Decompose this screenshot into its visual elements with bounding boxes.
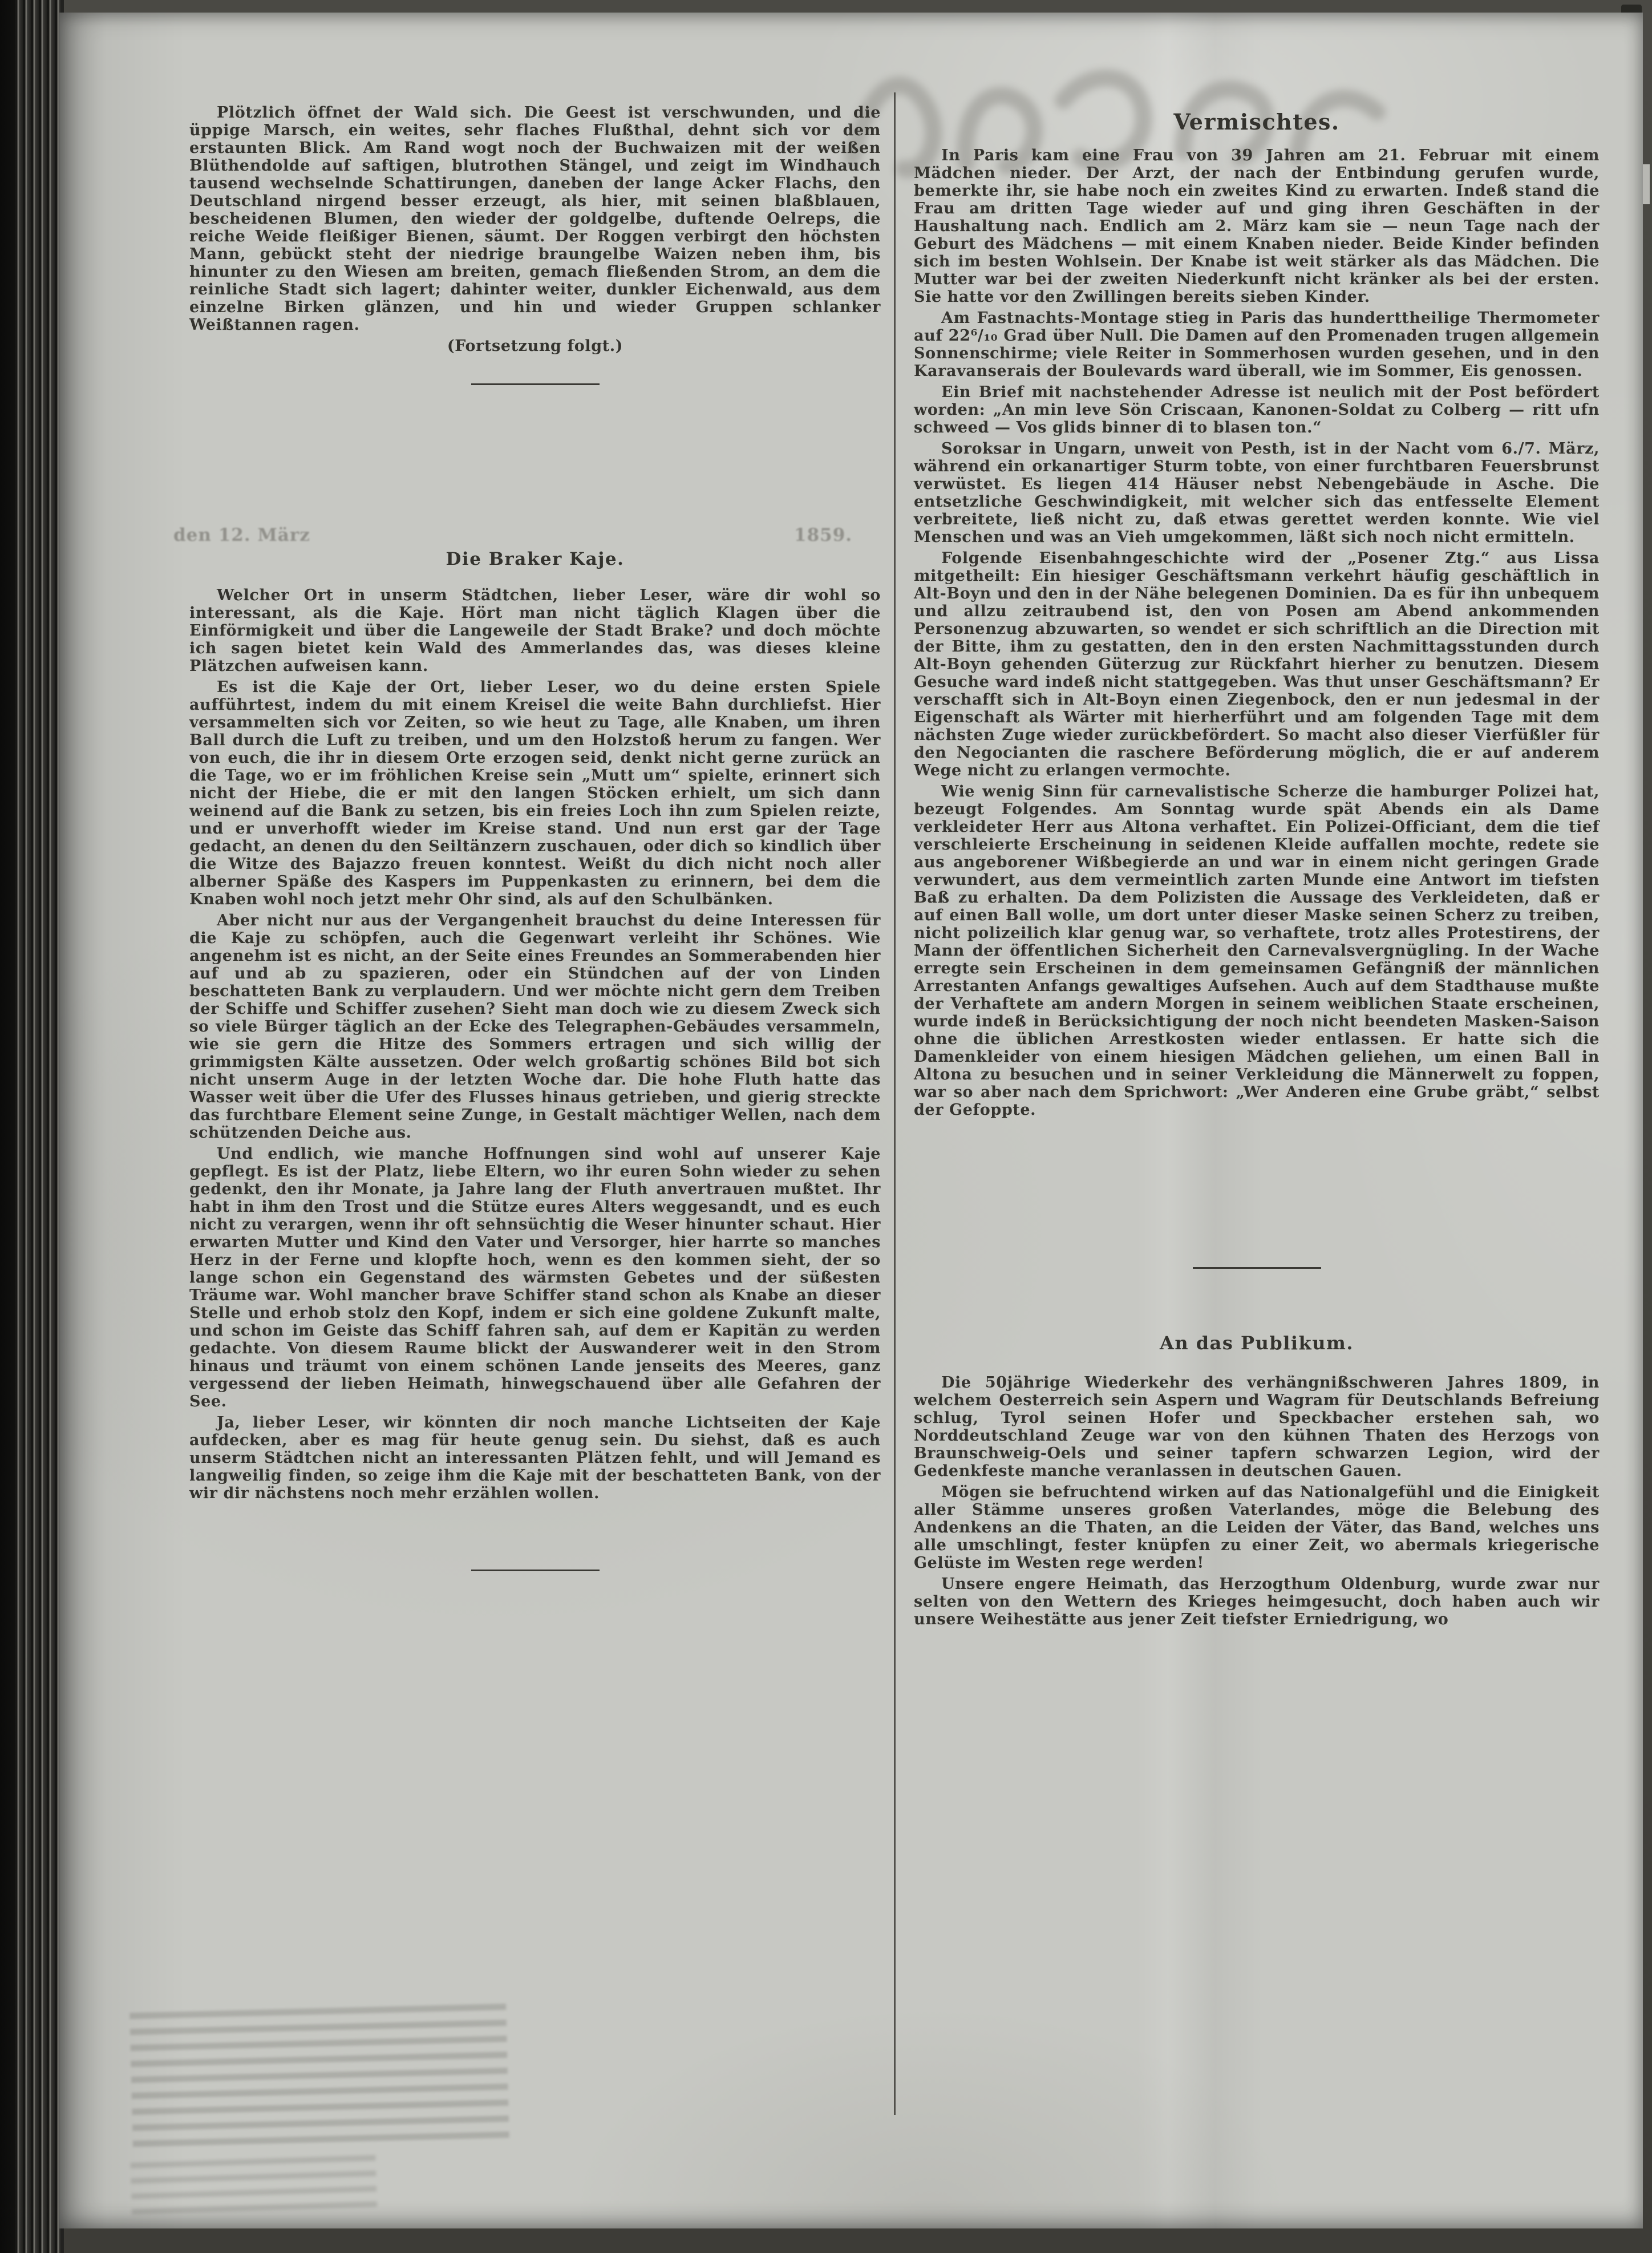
- bleedthrough-year: 1859.: [794, 525, 853, 545]
- section-title-braker-kaje: Die Braker Kaje.: [446, 549, 625, 569]
- kaje-paragraph: Ja, lieber Leser, wir könnten dir noch manche Lichtseiten der Kaje aufdecken, aber es mag für heute genug sein. Du siehst, daß es auch unserm Städtchen nicht an interessanten Plätzen fehlt, und will Jemand es langweilig finden, so zeige ihm die Kaje mit der beschatteten Bank, von der wir dir nächstens noch mehr erzählen wollen.: [189, 1414, 881, 1502]
- miscellany-paragraph: Soroksar in Ungarn, unweit von Pesth, ist in der Nacht vom 6./7. März, während ein orkanartiger Sturm tobte, von einer furchtbaren Feuersbrunst verwüstet. Es liegen 414 Häuser nebst Nebengebäude in Asche. Die entsetzliche Geschwindigkeit, mit welcher sich das entfesselte Element verbreitete, ließ nicht zu, daß etwas gerettet werden konnte. Wie viel Menschen und was an Vieh umgekommen, läßt sich noch nicht ermitteln.: [914, 440, 1600, 546]
- kaje-paragraph: Und endlich, wie manche Hoffnungen sind wohl auf unserer Kaje gepflegt. Es ist der Platz, liebe Eltern, wo ihr euren Sohn wieder zu sehen gedenkt, den ihr Monate, ja Jahre lang der Fluth anvertrauen mußtet. Ihr habt in ihm den Trost und die Stütze eures Alters weggesandt, und es euch nicht zu verargen, wenn ihr oft sehnsüchtig die Weser hinunter schaut. Hier erwarten Mutter und Kind den Vater und Versorger, hier harrte so manches Herz in der Ferne und klopfte hoch, wenn es den kommen sieht, der so lange schon ein Gegenstand des wärmsten Gebetes und der süßesten Träume war. Wohl mancher brave Schiffer stand schon als Knabe an dieser Stelle und erhob stolz den Kopf, indem er sich eine goldene Zukunft malte, und schon im Geiste das Schiff fahren sah, auf dem er Kapitän zu werden gedachte. Von diesem Raume blickt der Auswanderer weit in den Strom hinaus und träumt von einem schönen Lande jenseits des Meeres, ganz vergessend der lieben Heimath, hinwegschauend über alle Gefahren der See.: [189, 1145, 881, 1410]
- story-continuation-paragraph: Plötzlich öffnet der Wald sich. Die Geest ist verschwunden, und die üppige Marsch, ein weites, sehr flaches Flußthal, dehnt sich vor dem erstaunten Blick. Am Rand wogt noch der Buchwaizen mit der weißen Blüthendolde auf saftigen, blutrothen Stängel, und zeigt im Windhauch tausend wechselnde Schattirungen, daneben der lange Acker Flachs, den Deutschland nirgend besser erzeugt, als hier, mit seinen blaßblauen, bescheidenen Blumen, den wieder der goldgelbe, duftende Oelreps, die reiche Weide fleißiger Bienen, säumt. Der Roggen verbirgt den höchsten Mann, gebückt steht der niedrige braungelbe Waizen neben ihm, bis hinunter zu den Wiesen am breiten, gemach fließenden Strom, an dem die reinliche Stadt sich lagert; dahinter weiter, dunkler Eichenwald, aus dem einzelne Birken glänzen, und hin und wieder Gruppen schlanker Weißtannen ragen.: [189, 104, 881, 334]
- miscellany-paragraph: Am Fastnachts-Montage stieg in Paris das hunderttheilige Thermometer auf 22⁶/₁₀ Grad über Null. Die Damen auf den Promenaden trugen allgemein Sonnenschirme; viele Reiter in Sommerhosen wurden gesehen, und in den Karavanserais der Boulevards ward überall, wie im Sommer, Eis genossen.: [914, 309, 1600, 380]
- publikum-paragraph: Unsere engere Heimath, das Herzogthum Oldenburg, wurde zwar nur selten von den Wettern des Krieges heimgesucht, doch haben auch wir unsere Weihestätte aus jener Zeit tiefster Erniedrigung, wo: [914, 1575, 1600, 1628]
- kaje-paragraph: Welcher Ort in unserm Städtchen, lieber Leser, wäre dir wohl so interessant, als die Kaje. Hört man nicht täglich Klagen über die Einförmigkeit und über die Langeweile der Stadt Brake? und doch möchte ich sagen bietet kein Wald des Ammerlandes das, was dieses kleine Plätzchen aufweisen kann.: [189, 586, 881, 675]
- bleedthrough-text-block-small: [131, 2155, 378, 2217]
- publikum-paragraph: Mögen sie befruchtend wirken auf das Nationalgefühl und die Einigkeit aller Stämme unseres großen Vaterlandes, möge die Belebung des Andenkens an die Thaten, an die Leiden der Väter, das Band, welches uns alle umschlingt, fester knüpfen zu einer Zeit, wo abermals kriegerische Gelüste im Westen rege werden!: [914, 1483, 1600, 1572]
- miscellany-paragraph: Ein Brief mit nachstehender Adresse ist neulich mit der Post befördert worden: „An min leve Sön Criscaan, Kanonen-Soldat zu Colberg — ritt ufn schweed — Vos glids binner di to blasen ton.“: [914, 383, 1600, 436]
- miscellany-paragraph: In Paris kam eine Frau von 39 Jahren am 21. Februar mit einem Mädchen nieder. Der Arzt, der nach der Entbindung gerufen wurde, bemerkte ihr, sie habe noch ein zweites Kind zu erwarten. Indeß stand die Frau am dritten Tage wieder auf und ging ihren Geschäften in der Haushaltung nach. Endlich am 2. März kam sie — neun Tage nach der Geburt des Mädchens — mit einem Knaben nieder. Beide Kinder befinden sich im besten Wohlsein. Der Knabe ist weit stärker als das Mädchen. Die Mutter war bei der zweiten Niederkunft nicht kränker als bei der ersten. Sie hatte vor den Zwillingen bereits sieben Kinder.: [914, 147, 1600, 306]
- bleedthrough-date-fragment: den 12. März: [173, 525, 310, 545]
- section-separator-rule: [1193, 1267, 1321, 1269]
- newspaper-page: [59, 13, 1643, 2228]
- book-page-edges: [15, 0, 60, 2253]
- continuation-note: (Fortsetzung folgt.): [447, 337, 623, 355]
- publikum-paragraph: Die 50jährige Wiederkehr des verhängnißschweren Jahres 1809, in welchem Oesterreich sein Aspern und Wagram für Deutschlands Befreiung schlug, Tyrol seinen Hofer und Speckbacher erstehen sah, wo Norddeutschland Zeuge war von den kühnen Thaten des Herzogs von Braunschweig-Oels und seiner tapfern schwarzen Legion, wird der Gedenkfeste manche veranlassen in deutschen Gauen.: [914, 1374, 1600, 1480]
- miscellany-paragraph: Folgende Eisenbahngeschichte wird der „Posener Ztg.“ aus Lissa mitgetheilt: Ein hiesiger Geschäftsmann verkehrt häufig geschäftlich in Alt-Boyn und den in der Nähe belegenen Dominien. Da es für ihn unbequem und allzu zeitraubend ist, den von Posen am Abend ankommenden Personenzug abzuwarten, so wendet er sich schriftlich an die Direction mit der Bitte, ihm zu gestatten, den in den ersten Nachmittagsstunden durch Alt-Boyn gehenden Güterzug zur Rückfahrt hierher zu benutzen. Diesem Gesuche ward indeß nicht stattgegeben. Was thut unser Geschäftsmann? Er verschafft sich in Alt-Boyn einen Ziegenbock, den er nun jedesmal in der Eigenschaft als Wärter mit hierherführt und am folgenden Tage mit dem nächsten Zuge wieder zurückbefördert. So macht also dieser Vierfüßler für den Negocianten die raschere Beförderung möglich, die er auf anderem Wege nicht zu erlangen vermochte.: [914, 549, 1600, 779]
- miscellany-paragraph: Wie wenig Sinn für carnevalistische Scherze die hamburger Polizei hat, bezeugt Folgendes. Am Sonntag wurde spät Abends ein als Dame verkleideter Herr aus Altona verhaftet. Ein Polizei-Officiant, dem die tief verschleierte Erscheinung in seidenen Kleide auffallen mochte, redete sie aus angeborener Wißbegierde an und war in einem nicht geringen Grade verwundert, aus dem vermeintlich zarten Munde eine Antwort im tiefsten Baß zu erhalten. Da dem Polizisten die Aussage des Verkleideten, daß er auf einen Ball wolle, um dort unter dieser Maske seinen Scherz zu treiben, nicht polizeilich klar genug war, so verhaftete, trotz alles Protestirens, der Mann der öffentlichen Sicherheit den Carnevalsvergnügling. In der Wache erregte sein Erscheinen in dem gemeinsamen Gefängniß der männlichen Arrestanten Anfangs gewaltiges Aufsehen. Auch auf dem Stadthause mußte der Verhaftete am andern Morgen in seinem weiblichen Staate erscheinen, wurde indeß in Berücksichtigung der noch nicht beendeten Masken-Saison ohne die üblichen Arrestkosten wieder entlassen. Er hatte sich die Damenkleider von einem hiesigen Mädchen geliehen, um einen Ball in Altona zu besuchen und in seiner Verkleidung die Männerwelt zu foppen, war so aber nach dem Sprichwort: „Wer Anderen eine Grube gräbt,“ selbst der Gefoppte.: [914, 783, 1600, 1119]
- kaje-paragraph: Aber nicht nur aus der Vergangenheit brauchst du deine Interessen für die Kaje zu schöpfen, auch die Gegenwart verleiht ihr Schönes. Wie angenehm ist es nicht, an der Seite eines Freundes an Sommerabenden hier auf und ab zu spazieren, oder ein Stündchen auf der von Linden beschatteten Bank zu verplaudern. Und wer möchte nicht gern dem Treiben der Schiffe und Schiffer zusehen? Sieht man doch wie zu diesem Zweck sich so viele Bürger täglich an der Ecke des Telegraphen-Gebäudes versammeln, wie sie gern die Hitze des Sommers ertragen und sich willig der grimmigsten Kälte aussetzen. Oder welch großartig schönes Bild bot sich nicht unserm Auge in der letzten Woche dar. Die hohe Fluth hatte das Wasser weit über die Ufer des Flusses hinaus getrieben, und gierig streckte das furchtbare Element seine Zunge, in Gestalt mächtiger Wellen, nach dem schützenden Deiche aus.: [189, 912, 881, 1142]
- column-divider-rule: [894, 92, 896, 2115]
- right-column: [914, 105, 1600, 1632]
- section-title-vermischtes: Vermischtes.: [1173, 109, 1340, 135]
- section-title-an-das-publikum: An das Publikum.: [1160, 1332, 1354, 1354]
- left-column: [189, 104, 881, 1571]
- kaje-paragraph: Es ist die Kaje der Ort, lieber Leser, wo du deine ersten Spiele aufführtest, indem du mit einem Kreisel die weite Bahn durchliefst. Hier versammelten sich vor Zeiten, so wie heut zu Tage, alle Knaben, um ihren Ball durch die Luft zu treiben, und um den Holzstoß herum zu fangen. Wer von euch, die ihr in diesem Orte erzogen seid, denkt nicht gerne zurück an die Tage, wo er im fröhlichen Kreise sein „Mutt um“ spielte, erinnert sich nicht der Hiebe, die er mit den langen Stöcken erhielt, um sich dann weinend auf die Bank zu setzen, bis ein freies Loch ihn zum Spielen reizte, und er unverhofft wieder im Kreise stand. Und nun erst gar der Tage gedacht, an denen du den Seiltänzern zuschauen, oder dich so kindlich über die Witze des Bajazzo freuen konntest. Weißt du dich nicht noch aller alberner Späße des Kaspers im Puppenkasten zu erinnern, bei dem die Knaben wohl noch jetzt mehr Ohr sind, als auf den Schulbänken.: [189, 678, 881, 908]
- section-separator-rule: [471, 383, 600, 385]
- end-of-article-rule: [471, 1570, 600, 1571]
- bleedthrough-text-block: [129, 2004, 509, 2147]
